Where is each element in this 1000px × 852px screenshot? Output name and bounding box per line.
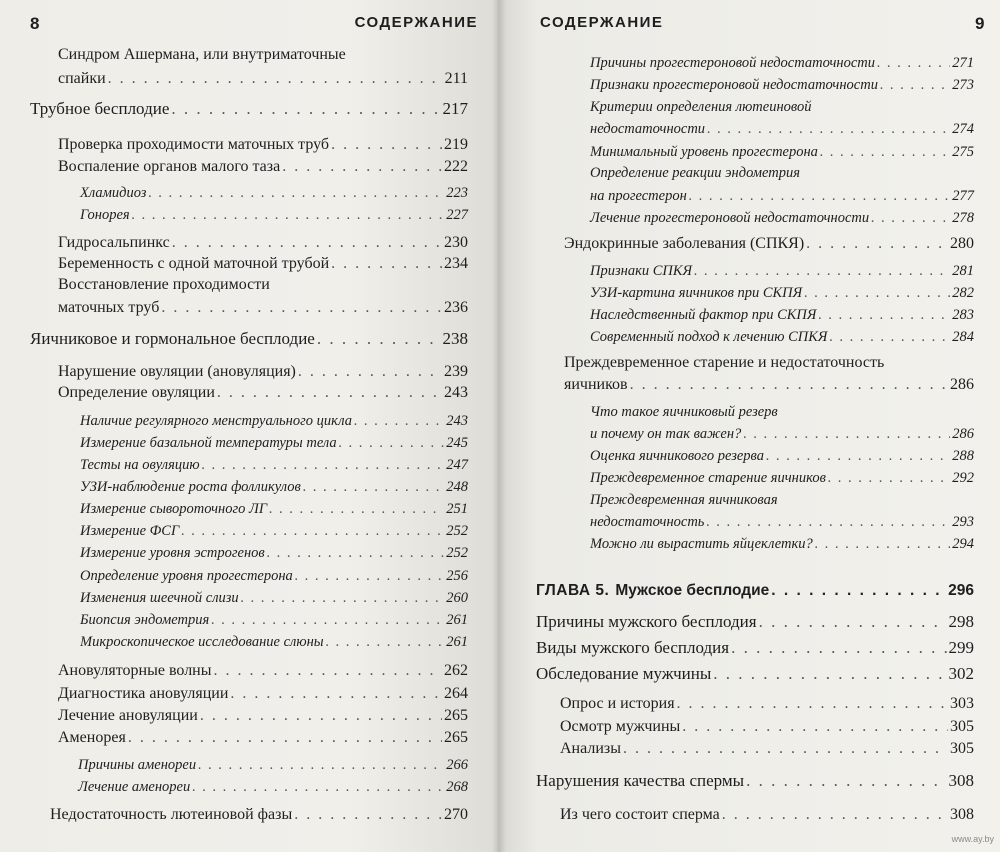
dot-leader — [161, 297, 442, 319]
dot-leader — [214, 660, 443, 682]
toc-entry-title: Тесты на овуляцию — [80, 457, 200, 473]
toc-entry[interactable] — [590, 141, 974, 163]
toc-entry-title: УЗИ-наблюдение роста фолликулов — [80, 479, 301, 495]
dot-leader — [806, 233, 948, 255]
toc-entry[interactable] — [58, 660, 468, 682]
toc-entry-title: Признаки прогестероновой недостаточности — [590, 77, 878, 93]
toc-entry-first-line: Что такое яичниковый резерв — [590, 404, 778, 420]
toc-entry[interactable] — [590, 207, 974, 229]
toc-entry-title: Трубное бесплодие — [30, 99, 170, 118]
toc-page-number: 278 — [952, 210, 974, 226]
toc-entry-title: Лечение аменореи — [78, 779, 191, 795]
toc-entry[interactable] — [560, 738, 974, 760]
toc-entry[interactable] — [80, 410, 468, 432]
toc-page-number: 293 — [952, 514, 974, 530]
toc-page-number: 265 — [444, 707, 468, 724]
toc-page-number: 234 — [444, 255, 468, 272]
dot-leader — [682, 716, 948, 738]
toc-page-number: 256 — [446, 568, 468, 584]
toc-entry-title: Лечение ановуляции — [58, 707, 198, 724]
toc-entry[interactable] — [30, 328, 468, 350]
toc-entry[interactable] — [536, 611, 974, 633]
toc-entry-title: Наследственный фактор при СКПЯ — [590, 307, 817, 323]
toc-entry-title: Можно ли вырастить яйцеклетки? — [590, 536, 813, 552]
toc-entry-first-line: Преждевременная яичниковая — [590, 492, 778, 508]
running-head-right: СОДЕРЖАНИЕ — [540, 14, 664, 31]
toc-entry[interactable] — [80, 476, 468, 498]
toc-page-number: 223 — [446, 185, 468, 201]
dot-leader — [282, 156, 442, 178]
toc-entry[interactable] — [80, 454, 468, 476]
dot-leader — [706, 511, 950, 533]
toc-entry[interactable] — [590, 467, 974, 489]
toc-entry-title: недостаточность — [590, 514, 705, 530]
toc-page-number: 248 — [446, 479, 468, 495]
toc-page-number: 273 — [952, 77, 974, 93]
toc-page-number: 239 — [444, 363, 468, 380]
toc-page-number: 283 — [952, 307, 974, 323]
toc-page-number: 281 — [952, 263, 974, 279]
toc-entry[interactable] — [590, 260, 974, 282]
toc-entry-title: Измерение сывороточного ЛГ — [80, 501, 268, 517]
toc-page-number: 305 — [950, 740, 974, 757]
toc-entry-title: Из чего состоит сперма — [560, 806, 720, 823]
toc-entry-title: Измерение уровня эстрогенов — [80, 545, 265, 561]
toc-page-number: 261 — [446, 634, 468, 650]
toc-entry[interactable] — [590, 533, 974, 555]
dot-leader — [192, 776, 444, 798]
toc-entry[interactable] — [78, 754, 468, 776]
toc-entry-title: Лечение прогестероновой недостаточности — [590, 210, 870, 226]
toc-page-number: 260 — [446, 590, 468, 606]
toc-entry-title: Оценка яичникового резерва — [590, 448, 765, 464]
dot-leader — [181, 520, 444, 542]
dot-leader — [766, 445, 950, 467]
toc-entry-title: Современный подход к лечению СПКЯ — [590, 329, 828, 345]
dot-leader — [148, 182, 444, 204]
book-gutter — [492, 0, 506, 852]
dot-leader — [298, 361, 442, 383]
toc-page-number: 270 — [444, 806, 468, 823]
toc-entry[interactable] — [80, 520, 468, 542]
dot-leader — [326, 631, 445, 653]
dot-leader — [211, 609, 444, 631]
toc-page-number: 222 — [444, 158, 468, 175]
toc-entry-title: Определение уровня прогестерона — [80, 568, 293, 584]
toc-page-number: 264 — [444, 685, 468, 702]
toc-entry-title: и почему он так важен? — [590, 426, 742, 442]
toc-page-number: 280 — [950, 235, 974, 252]
dot-leader — [267, 542, 445, 564]
toc-entry-title: Причины мужского бесплодия — [536, 612, 757, 631]
toc-entry[interactable] — [58, 253, 468, 275]
toc-entry-title: Воспаление органов малого таза — [58, 158, 281, 175]
toc-entry-title: Проверка проходимости маточных труб — [58, 136, 330, 153]
toc-entry[interactable] — [560, 804, 974, 826]
toc-entry-title: Наличие регулярного менструального цикла — [80, 413, 352, 429]
toc-page-number: 219 — [444, 136, 468, 153]
toc-page-number: 247 — [446, 457, 468, 473]
toc-page-number: 252 — [446, 545, 468, 561]
dot-leader — [128, 727, 442, 749]
toc-entry-title: недостаточности — [590, 121, 706, 137]
toc-entry-first-line: Критерии определения лютеиновой — [590, 99, 812, 115]
toc-page-number: 292 — [952, 470, 974, 486]
dot-leader — [198, 754, 444, 776]
toc-page-number: 277 — [952, 188, 974, 204]
toc-page-number: 299 — [948, 638, 974, 657]
toc-entry[interactable] — [80, 204, 468, 226]
toc-entry-title: Обследование мужчины — [536, 664, 712, 683]
toc-page-number: 268 — [446, 779, 468, 795]
toc-entry-title: Аменорея — [58, 729, 126, 746]
toc-entry-title: Опрос и история — [560, 695, 675, 712]
toc-entry[interactable] — [58, 232, 468, 254]
toc-page-number: 302 — [948, 664, 974, 683]
dot-leader — [303, 476, 444, 498]
toc-page-number: 217 — [442, 99, 468, 118]
dot-leader — [331, 134, 442, 156]
toc-entry-title: Измерение базальной температуры тела — [80, 435, 337, 451]
toc-entry[interactable] — [536, 770, 974, 792]
toc-entry-title: спайки — [58, 70, 106, 87]
toc-entry-first-line: Восстановление проходимости — [58, 276, 270, 293]
dot-leader — [731, 637, 946, 659]
toc-entry[interactable] — [80, 182, 468, 204]
toc-entry-title: Изменения шеечной слизи — [80, 590, 239, 606]
dot-leader — [623, 738, 948, 760]
dot-leader — [880, 74, 950, 96]
toc-entry-title: Измерение ФСГ — [80, 523, 180, 539]
toc-entry[interactable] — [80, 609, 468, 631]
toc-page-number: 261 — [446, 612, 468, 628]
toc-entry[interactable] — [58, 68, 468, 90]
toc-entry[interactable] — [564, 374, 974, 396]
dot-leader — [815, 533, 950, 555]
toc-page-number: 286 — [950, 376, 974, 393]
toc-entry[interactable] — [560, 716, 974, 738]
left-page — [0, 0, 498, 852]
dot-leader — [108, 68, 443, 90]
toc-entry-title: Причины аменореи — [78, 757, 197, 773]
toc-entry[interactable] — [590, 304, 974, 326]
toc-entry-title: на прогестерон — [590, 188, 687, 204]
dot-leader — [689, 185, 950, 207]
toc-entry-first-line: Определение реакции эндометрия — [590, 165, 800, 181]
toc-entry-title: Нарушение овуляции (ановуляция) — [58, 363, 296, 380]
dot-leader — [354, 410, 444, 432]
toc-entry-first-line: Преждевременное старение и недостаточность — [564, 354, 885, 371]
toc-page-number: 243 — [446, 413, 468, 429]
dot-leader — [829, 326, 950, 348]
dot-leader — [202, 454, 445, 476]
dot-leader — [630, 374, 948, 396]
toc-page-number: 243 — [444, 384, 468, 401]
toc-page-number: 227 — [446, 207, 468, 223]
page-number-right: 9 — [975, 14, 986, 33]
toc-entry[interactable] — [50, 804, 468, 826]
toc-entry[interactable] — [536, 663, 974, 685]
toc-entry-title: Хламидиоз — [80, 185, 147, 201]
chapter-heading[interactable] — [536, 580, 974, 602]
toc-page-number: 238 — [442, 329, 468, 348]
toc-entry-title: Беременность с одной маточной трубой — [58, 255, 330, 272]
toc-entry-title: Недостаточность лютеиновой фазы — [50, 806, 293, 823]
dot-leader — [771, 580, 946, 602]
toc-page-number: 305 — [950, 718, 974, 735]
toc-page-number: 265 — [444, 729, 468, 746]
toc-entry-title: Гонорея — [80, 207, 130, 223]
dot-leader — [331, 253, 442, 275]
toc-entry-title: яичников — [564, 376, 628, 393]
toc-entry-title: Осмотр мужчины — [560, 718, 681, 735]
dot-leader — [217, 382, 442, 404]
toc-page-number: 245 — [446, 435, 468, 451]
toc-page-number: 288 — [952, 448, 974, 464]
dot-leader — [241, 587, 445, 609]
right-page — [498, 0, 1000, 852]
toc-entry[interactable] — [78, 776, 468, 798]
toc-page-number: 274 — [952, 121, 974, 137]
dot-leader — [707, 118, 950, 140]
dot-leader — [759, 611, 947, 633]
toc-page-number: 262 — [444, 662, 468, 679]
toc-page-number: 266 — [446, 757, 468, 773]
toc-entry[interactable] — [58, 156, 468, 178]
dot-leader — [317, 328, 441, 350]
dot-leader — [294, 804, 442, 826]
toc-entry[interactable] — [560, 693, 974, 715]
toc-page-number: 298 — [948, 612, 974, 631]
dot-leader — [200, 705, 442, 727]
toc-entry[interactable] — [590, 423, 974, 445]
toc-entry[interactable] — [80, 498, 468, 520]
toc-entry[interactable] — [58, 297, 468, 319]
dot-leader — [820, 141, 950, 163]
toc-entry-title: Признаки СПКЯ — [590, 263, 693, 279]
toc-page-number: 236 — [444, 299, 468, 316]
toc-page-number: 251 — [446, 501, 468, 517]
toc-entry-title: Эндокринные заболевания (СПКЯ) — [564, 235, 805, 252]
toc-entry[interactable] — [58, 727, 468, 749]
toc-entry[interactable] — [80, 565, 468, 587]
toc-entry[interactable] — [58, 134, 468, 156]
toc-entry[interactable] — [590, 326, 974, 348]
chapter-label: ГЛАВА 5. — [536, 582, 610, 599]
toc-entry[interactable] — [58, 705, 468, 727]
dot-leader — [871, 207, 950, 229]
toc-entry-title: Преждевременное старение яичников — [590, 470, 826, 486]
toc-entry-title: Биопсия эндометрия — [80, 612, 210, 628]
toc-entry[interactable] — [30, 98, 468, 120]
page-number-left: 8 — [30, 14, 41, 33]
dot-leader — [746, 770, 946, 792]
toc-entry-title: Минимальный уровень прогестерона — [590, 144, 818, 160]
toc-entry-title: Нарушения качества спермы — [536, 771, 745, 790]
dot-leader — [713, 663, 946, 685]
toc-entry-title: Причины прогестероновой недостаточности — [590, 55, 875, 71]
dot-leader — [172, 232, 442, 254]
toc-entry[interactable] — [590, 282, 974, 304]
running-head-left: СОДЕРЖАНИЕ — [354, 14, 478, 31]
dot-leader — [295, 565, 444, 587]
toc-entry-title: Виды мужского бесплодия — [536, 638, 730, 657]
toc-entry[interactable] — [80, 631, 468, 653]
dot-leader — [877, 52, 950, 74]
toc-entry-title: Мужское бесплодие — [615, 582, 770, 599]
toc-page-number: 308 — [950, 806, 974, 823]
toc-entry-title: Определение овуляции — [58, 384, 215, 401]
toc-entry-title: Анализы — [560, 740, 621, 757]
toc-entry-title: Микроскопическое исследование слюны — [80, 634, 324, 650]
toc-entry[interactable] — [80, 432, 468, 454]
dot-leader — [677, 693, 948, 715]
dot-leader — [269, 498, 444, 520]
toc-entry-title: маточных труб — [58, 299, 160, 316]
toc-page-number: 296 — [948, 582, 974, 599]
dot-leader — [132, 204, 445, 226]
toc-entry[interactable] — [536, 637, 974, 659]
dot-leader — [804, 282, 950, 304]
dot-leader — [171, 98, 440, 120]
toc-entry[interactable] — [590, 118, 974, 140]
toc-page-number: 286 — [952, 426, 974, 442]
dot-leader — [339, 432, 445, 454]
toc-entry[interactable] — [80, 542, 468, 564]
dot-leader — [828, 467, 950, 489]
toc-page-number: 230 — [444, 234, 468, 251]
dot-leader — [230, 683, 442, 705]
toc-entry[interactable] — [590, 52, 974, 74]
toc-entry[interactable] — [58, 382, 468, 404]
toc-entry-title: УЗИ-картина яичников при СКПЯ — [590, 285, 803, 301]
dot-leader — [722, 804, 948, 826]
toc-page-number: 252 — [446, 523, 468, 539]
toc-entry[interactable] — [564, 233, 974, 255]
toc-page-number: 284 — [952, 329, 974, 345]
dot-leader — [694, 260, 950, 282]
toc-entry-title: Диагностика ановуляции — [58, 685, 229, 702]
toc-entry-title: Яичниковое и гормональное бесплодие — [30, 329, 315, 348]
toc-page-number: 303 — [950, 695, 974, 712]
toc-entry[interactable] — [80, 587, 468, 609]
toc-entry[interactable] — [58, 361, 468, 383]
toc-entry[interactable] — [590, 185, 974, 207]
toc-entry[interactable] — [58, 683, 468, 705]
dot-leader — [818, 304, 950, 326]
toc-page-number: 275 — [952, 144, 974, 160]
toc-page-number: 294 — [952, 536, 974, 552]
watermark: www.ay.by — [951, 834, 994, 844]
toc-entry-first-line: Синдром Ашермана, или внутриматочные — [58, 46, 346, 63]
toc-page-number: 282 — [952, 285, 974, 301]
toc-entry[interactable] — [590, 445, 974, 467]
toc-entry[interactable] — [590, 74, 974, 96]
toc-page-number: 211 — [444, 70, 468, 87]
toc-page-number: 308 — [948, 771, 974, 790]
toc-entry[interactable] — [590, 511, 974, 533]
toc-page-number: 271 — [952, 55, 974, 71]
dot-leader — [743, 423, 950, 445]
toc-entry-title: Ановуляторные волны — [58, 662, 212, 679]
toc-entry-title: Гидросальпинкс — [58, 234, 170, 251]
